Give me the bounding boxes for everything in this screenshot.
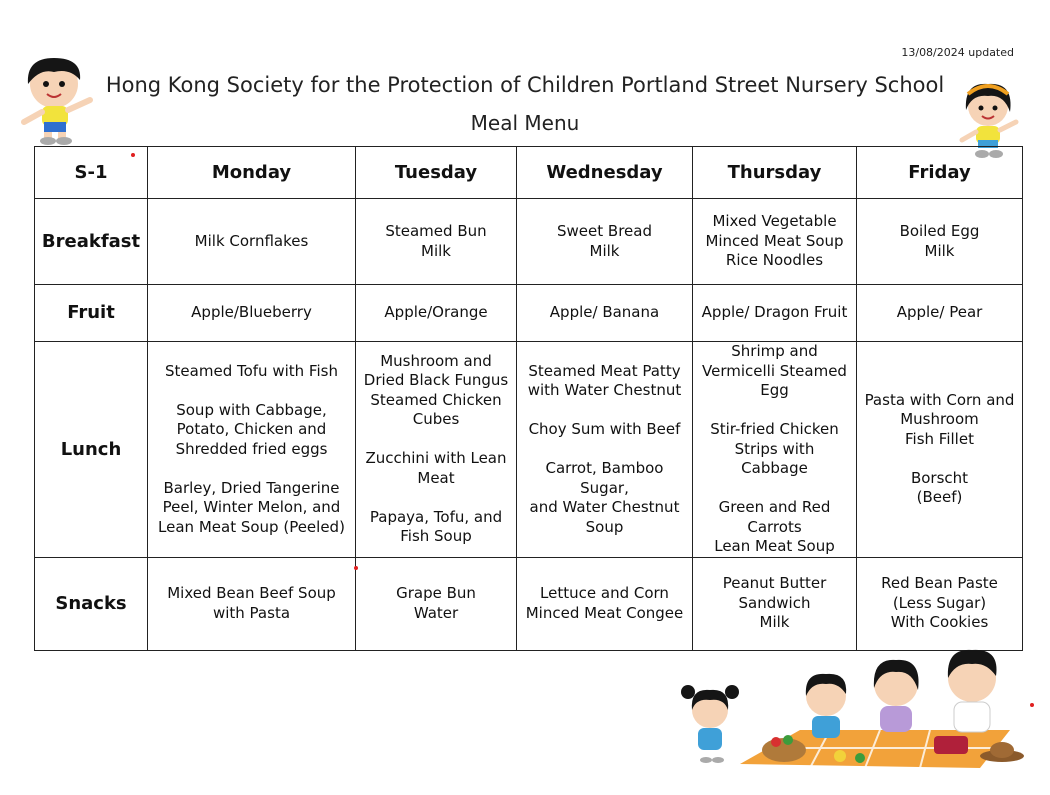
menu-item-line: Milk [421, 241, 451, 260]
cell-spacer [863, 449, 1016, 469]
table-row [35, 199, 1023, 285]
cell-spacer [523, 440, 686, 460]
menu-item-line: Steamed Chicken [370, 390, 502, 409]
menu-item-line: Carrot, Bamboo Sugar, [545, 459, 664, 497]
menu-item-line: Grape Bun [396, 584, 476, 602]
menu-item-line: Peel, Winter Melon, and [162, 498, 341, 516]
menu-cell-monday [148, 285, 356, 342]
menu-item-line: Fish Soup [400, 527, 472, 546]
menu-cell-friday [857, 199, 1023, 285]
meal-menu-table [34, 146, 1023, 651]
menu-cell-wednesday [517, 285, 693, 342]
menu-item-line: Shrimp and [731, 342, 818, 360]
menu-cell-thursday [693, 342, 857, 558]
updated-date: 13/08/2024 updated [901, 46, 1014, 59]
menu-item-line: Shredded fried eggs [175, 439, 328, 458]
menu-cell-thursday [693, 557, 857, 650]
menu-item-line: Borscht [910, 468, 969, 487]
menu-cell-tuesday [356, 557, 517, 650]
menu-item-line: Lettuce and Corn [540, 584, 669, 602]
decorative-dot [1030, 703, 1034, 707]
menu-item-line: Apple/Orange [384, 303, 488, 322]
menu-item-line: Water [413, 603, 459, 622]
menu-item-line: Papaya, Tofu, and [369, 507, 503, 526]
page-title: Hong Kong Society for the Protection of Children Portland Street Nursery School [105, 73, 945, 97]
day-header-wednesday: Wednesday [517, 147, 693, 199]
day-header-friday: Friday [857, 147, 1023, 199]
day-header-thursday: Thursday [693, 147, 857, 199]
day-header-tuesday: Tuesday [356, 147, 517, 199]
menu-item-line: Apple/ Banana [549, 303, 660, 322]
menu-item-line: Milk [589, 241, 620, 260]
menu-item-line: Lean Meat Soup [714, 537, 835, 555]
menu-item-line: Minced Meat Congee [525, 603, 684, 622]
menu-item-line: Pasta with Corn and [864, 390, 1015, 409]
menu-item-line: Steamed Bun [385, 222, 487, 240]
menu-cell-friday [857, 285, 1023, 342]
cell-spacer [154, 459, 349, 479]
meal-row-label: Breakfast [35, 199, 148, 285]
menu-cell-tuesday [356, 285, 517, 342]
menu-cell-monday [148, 199, 356, 285]
menu-item-line: with Pasta [212, 603, 291, 622]
table-header-row [35, 147, 1023, 199]
menu-item-line: (Beef) [916, 488, 963, 507]
decorative-dot [354, 566, 358, 570]
menu-cell-wednesday [517, 557, 693, 650]
menu-item-line: Fish Fillet [905, 429, 974, 448]
menu-item-line: Milk Cornflakes [194, 231, 309, 250]
menu-cell-thursday [693, 199, 857, 285]
menu-item-line: Soup with Cabbage, [176, 400, 327, 419]
menu-item-line: Peanut Butter [722, 574, 827, 593]
menu-cell-wednesday [517, 342, 693, 558]
meal-row-label: Lunch [35, 342, 148, 558]
cell-spacer [362, 430, 510, 450]
menu-item-line: Lean Meat Soup (Peeled) [158, 517, 345, 536]
menu-item-line: (Less Sugar) [892, 593, 987, 612]
menu-item-line: Stir-fried Chicken [710, 420, 839, 438]
menu-item-line: Sweet Bread [557, 222, 652, 240]
cell-spacer [523, 401, 686, 421]
menu-cell-thursday [693, 285, 857, 342]
boy-cartoon-icon [14, 50, 100, 146]
menu-item-line: Apple/ Dragon Fruit [701, 303, 848, 322]
cell-spacer [154, 381, 349, 401]
menu-item-line: Minced Meat Soup [705, 231, 844, 250]
menu-item-line: Meat [417, 468, 455, 487]
menu-item-line: Zucchini with Lean [365, 449, 507, 468]
menu-item-line: with Water Chestnut [527, 381, 682, 399]
menu-item-line: Mixed Vegetable [712, 212, 837, 231]
menu-cell-tuesday [356, 342, 517, 558]
menu-item-line: Steamed Meat Patty [528, 361, 681, 380]
menu-item-line: Rice Noodles [725, 251, 824, 270]
menu-item-line: and Water Chestnut [529, 498, 680, 516]
meal-row-label: Snacks [35, 557, 148, 650]
menu-item-line: Mushroom [900, 410, 979, 429]
menu-item-line: Red Bean Paste [881, 574, 998, 593]
menu-item-line: Potato, Chicken and [176, 420, 327, 438]
menu-item-line: Milk [924, 241, 955, 260]
menu-item-line: Green and Red [718, 498, 831, 516]
menu-item-line: Mushroom and [380, 351, 492, 370]
day-header-monday: Monday [148, 147, 356, 199]
table-row [35, 557, 1023, 650]
menu-item-line: Apple/ Pear [896, 303, 983, 322]
decorative-dot [131, 153, 135, 157]
menu-cell-wednesday [517, 199, 693, 285]
menu-item-line: Egg [760, 381, 789, 399]
cell-spacer [699, 401, 850, 421]
table-row [35, 285, 1023, 342]
menu-item-line: Barley, Dried Tangerine [163, 478, 340, 497]
menu-cell-monday [148, 342, 356, 558]
menu-cell-monday [148, 557, 356, 650]
menu-item-line: Sandwich [738, 593, 811, 612]
menu-item-line: Cubes [412, 410, 460, 429]
menu-item-line: Boiled Egg [899, 222, 980, 240]
cell-spacer [699, 479, 850, 499]
picnic-children-icon [680, 644, 1030, 772]
menu-item-line: Strips with Cabbage [734, 439, 815, 477]
menu-cell-friday [857, 342, 1023, 558]
menu-cell-tuesday [356, 199, 517, 285]
menu-item-line: Soup [585, 517, 624, 536]
meal-row-label: Fruit [35, 285, 148, 342]
menu-item-line: Vermicelli Steamed [702, 361, 847, 380]
menu-item-line: Dried Black Fungus [363, 371, 509, 390]
menu-item-line: With Cookies [890, 613, 989, 632]
menu-cell-friday [857, 557, 1023, 650]
class-label: S-1 [35, 147, 148, 199]
menu-item-line: Choy Sum with Beef [528, 420, 681, 438]
menu-item-line: Apple/Blueberry [191, 303, 312, 322]
menu-item-line: Steamed Tofu with Fish [165, 361, 338, 380]
page-subtitle: Meal Menu [470, 111, 580, 135]
table-row [35, 342, 1023, 558]
menu-item-line: Milk [759, 613, 790, 632]
cell-spacer [362, 488, 510, 508]
menu-item-line: Mixed Bean Beef Soup [167, 584, 336, 602]
menu-item-line: Carrots [747, 517, 802, 536]
